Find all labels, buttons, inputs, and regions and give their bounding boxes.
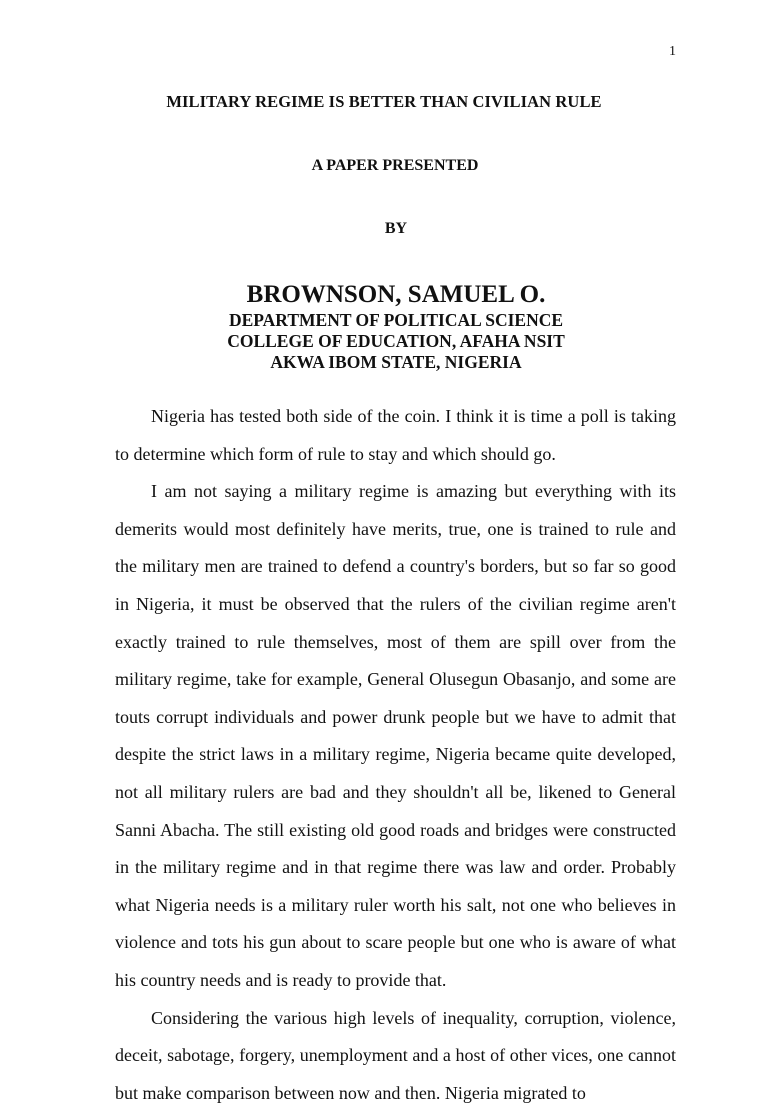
body-text — [115, 398, 676, 1112]
by-line: BY — [0, 220, 768, 238]
author-name: BROWNSON, SAMUEL O. — [0, 280, 768, 310]
page-number: 1 — [669, 44, 676, 60]
paragraph: Considering the various high levels of inequality, corruption, violence, deceit, sabotage, forgery, unemployment and a host of other vices, one cannot but make comparison between now and then. Nigeria migrated to — [115, 1000, 676, 1112]
author-location: AKWA IBOM STATE, NIGERIA — [0, 352, 768, 373]
author-college: COLLEGE OF EDUCATION, AFAHA NSIT — [0, 331, 768, 352]
paragraph: Nigeria has tested both side of the coin. I think it is time a poll is taking to determine which form of rule to stay and which should go. — [115, 398, 676, 473]
author-block — [0, 280, 768, 373]
paper-title: MILITARY REGIME IS BETTER THAN CIVILIAN RULE — [0, 92, 768, 112]
paragraph: I am not saying a military regime is amazing but everything with its demerits would most definitely have merits, true, one is trained to rule and the military men are trained to defend a country's borders, but so far so good in Nigeria, it must be observed that the rulers of the civilian regime aren't exactly trained to rule themselves, most of them are spill over from the military regime, take for example, General Olusegun Obasanjo, and some are touts corrupt individuals and power drunk people but we have to admit that despite the strict laws in a military regime, Nigeria became quite developed, not all military rulers are bad and they shouldn't all be, likened to General Sanni Abacha. The still existing old good roads and bridges were constructed in the military regime and in that regime there was law and order. Probably what Nigeria needs is a military ruler worth his salt, not one who believes in violence and tots his gun about to scare people but one who is aware of what his country needs and is ready to provide that. — [115, 473, 676, 999]
author-department: DEPARTMENT OF POLITICAL SCIENCE — [0, 310, 768, 331]
presented-line: A PAPER PRESENTED — [0, 157, 768, 175]
